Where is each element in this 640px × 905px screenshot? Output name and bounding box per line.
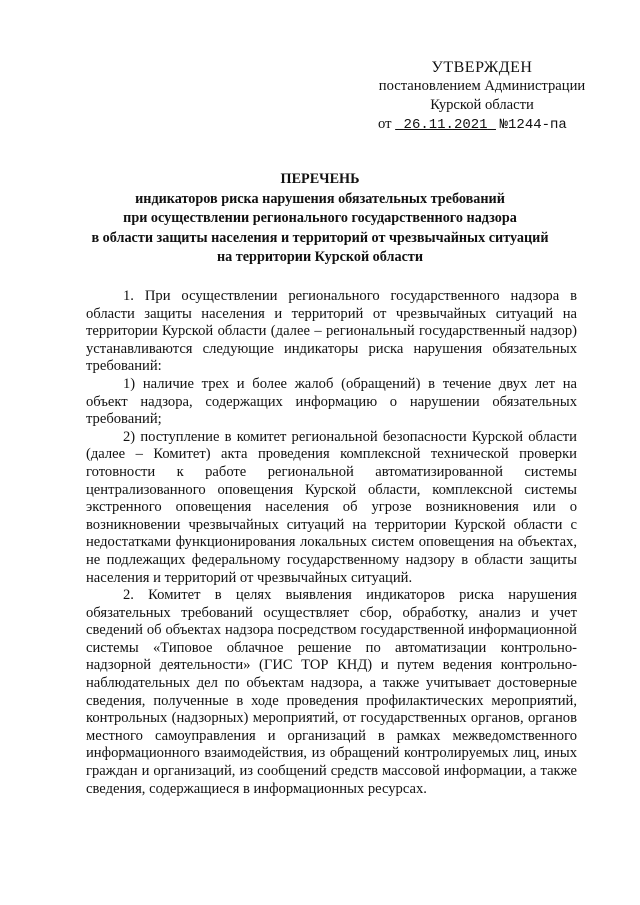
approval-stamp <box>362 58 602 135</box>
approval-number: №1244-па <box>499 117 567 133</box>
heading-line-4: на территории Курской области <box>216 249 424 265</box>
approval-line-2: Курской области <box>430 97 534 113</box>
document-heading <box>60 170 580 268</box>
document-body <box>86 288 577 798</box>
heading-line-3: в области защиты населения и территорий от чрезвычайных ситуаций <box>91 229 549 246</box>
date-prefix: от <box>378 116 392 132</box>
approval-date-line <box>362 115 602 135</box>
heading-title: ПЕРЕЧЕНЬ <box>280 171 360 187</box>
approval-title: УТВЕРЖДЕН <box>431 59 533 76</box>
approval-date: 26.11.2021 <box>403 117 488 133</box>
paragraph-2: 2. Комитет в целях выявления индикаторов риска нарушения обязательных требований осуществляет сбор, обработку, анализ и учет сведений об объектах надзора посредством государственной информационной системы «Типовое облачное решение по автоматизации контрольно-надзорной деятельности» (ГИС ТОР КНД) и путем ведения контрольно-наблюдательных дел по объектам надзора, а также учитывает достоверные сведения, полученные в ходе проведения профилактических мероприятий, контрольных (надзорных) мероприятий, от государственных органов, органов местного самоуправления и организаций в рамках межведомственного информационного взаимодействия, из обращений контролируемых лиц, иных граждан и организаций, из сообщений средств массовой информации, а также сведения, содержащиеся в информационных ресурсах. <box>86 587 577 797</box>
heading-line-1: индикаторов риска нарушения обязательных требований <box>135 190 505 207</box>
approval-line-1: постановлением Администрации <box>378 78 586 94</box>
paragraph-1-item-1: 1) наличие трех и более жалоб (обращений) в течение двух лет на объект надзора, содержащих информацию о нарушении обязательных требований; <box>86 375 577 428</box>
heading-line-2: при осуществлении регионального государственного надзора <box>123 210 517 226</box>
paragraph-1-item-2: 2) поступление в комитет региональной безопасности Курской области (далее – Комитет) акта проведения комплексной технической проверки готовности к работе региональной автоматизированной системы централизованного оповещения Курской области, комплексной системы экстренного оповещения населения об угрозе возникновения или о возникновении чрезвычайных ситуаций на территории Курской области с недостатками функционирования локальных систем оповещения на объектах, не подлежащих федеральному государственному надзору в области защиты населения и территорий от чрезвычайных ситуаций. <box>86 428 577 586</box>
paragraph-1: 1. При осуществлении регионального государственного надзора в области защиты населения и территорий от чрезвычайных ситуаций на территории Курской области (далее – региональный государственный надзор) устанавливаются следующие индикаторы риска нарушения обязательных требований: <box>86 288 577 375</box>
